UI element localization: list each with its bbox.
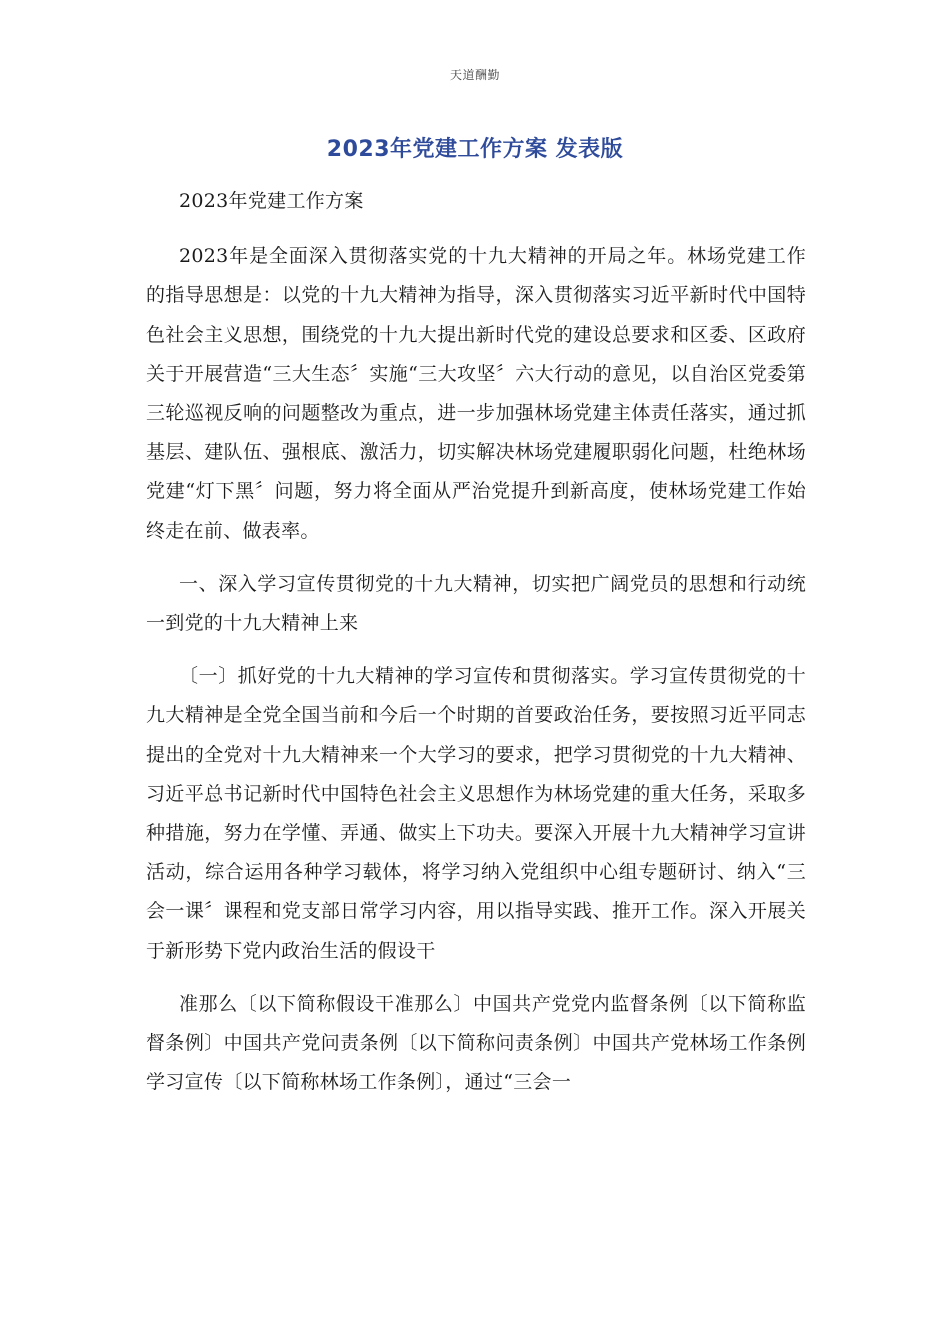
page-header: 天道酬勤 [449,68,500,82]
continuation-paragraph: 准那么〔以下简称假设干准那么〕中国共产党党内监督条例〔以下简称监督条例〕中国共产党问责条例〔以下简称问责条例〕中国共产党林场工作条例学习宣传〔以下简称林场工作条例〕，通过“三会一 [146,992,806,1094]
document-title: 2023年党建工作方案 发表版 [326,137,624,162]
intro-paragraph: 2023年是全面深入贯彻落实党的十九大精神的开局之年。林场党建工作的指导思想是：以党的十九大精神为指导，深入贯彻落实习近平新时代中国特色社会主义思想，围绕党的十九大提出新时代党的建设总要求和区委、区政府关于开展营造“三大生态〞实施“三大攻坚〞六大行动的意见，以自治区党委第三轮巡视反响的问题整改为重点，进一步加强林场党建主体责任落实，通过抓基层、建队伍、强根底、激活力，切实解决林场党建履职弱化问题，杜绝林场党建“灯下黑〞问题，努力将全面从严治党提升到新高度，使林场党建工作始终走在前、做表率。 [146,245,806,542]
document-body [146,182,806,1116]
subtitle-paragraph: 2023年党建工作方案 [179,190,364,212]
subsection-paragraph-1: 〔一〕抓好党的十九大精神的学习宣传和贯彻落实。学习宣传贯彻党的十九大精神是全党全国当前和今后一个时期的首要政治任务，要按照习近平同志提出的全党对十九大精神来一个大学习的要求，把学习贯彻党的十九大精神、习近平总书记新时代中国特色社会主义思想作为林场党建的重大任务，采取多种措施，努力在学懂、弄通、做实上下功夫。要深入开展十九大精神学习宣讲活动，综合运用各种学习载体，将学习纳入党组织中心组专题研讨、纳入“三会一课〞课程和党支部日常学习内容，用以指导实践、推开工作。深入开展关于新形势下党内政治生活的假设干 [146,665,806,962]
section-heading-1: 一、深入学习宣传贯彻党的十九大精神，切实把广阔党员的思想和行动统一到党的十九大精神上来 [146,572,806,635]
